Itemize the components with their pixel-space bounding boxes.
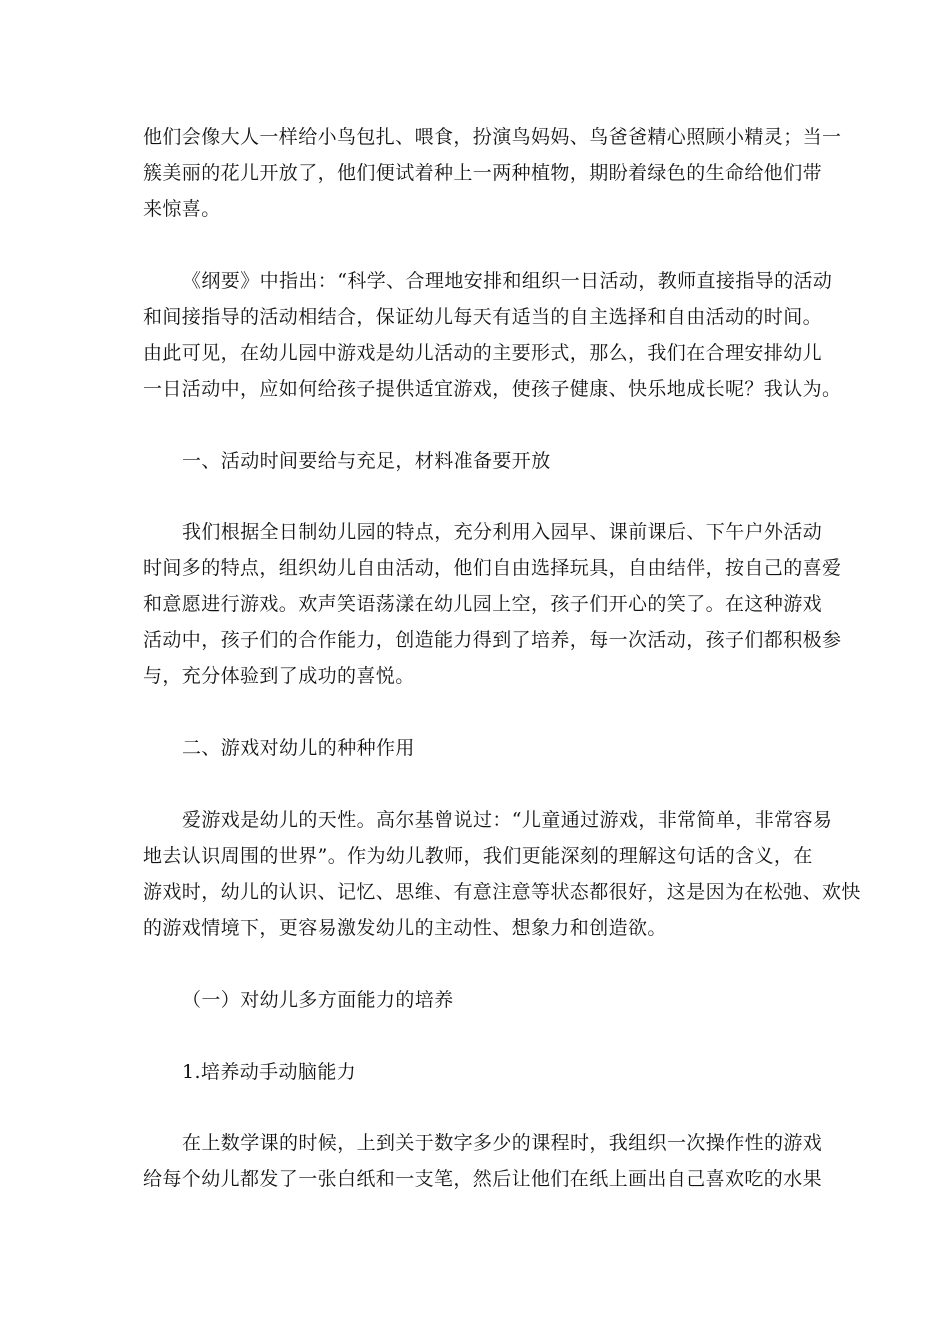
text-line: 他们会像大人一样给小鸟包扎、喂食，扮演鸟妈妈、鸟爸爸精心照顾小精灵；当一 xyxy=(143,126,842,148)
text-line: 和意愿进行游戏。欢声笑语荡漾在幼儿园上空，孩子们开心的笑了。在这种游戏 xyxy=(143,593,823,615)
text-line: 《纲要》中指出：“科学、合理地安排和组织一日活动，教师直接指导的活动 xyxy=(182,270,833,292)
text-line: 活动中，孩子们的合作能力，创造能力得到了培养，每一次活动，孩子们都积极参 xyxy=(143,629,842,651)
text-line: 爱游戏是幼儿的天性。高尔基曾说过：“儿童通过游戏，非常简单，非常容易 xyxy=(182,809,833,831)
text-line: 时间多的特点，组织幼儿自由活动，他们自由选择玩具，自由结伴，按自己的喜爱 xyxy=(143,557,842,579)
subsection-heading: （一）对幼儿多方面能力的培养 xyxy=(182,989,454,1011)
text-line: 与，充分体验到了成功的喜悦。 xyxy=(143,665,415,687)
text-line: 我们根据全日制幼儿园的特点，充分利用入园早、课前课后、下午户外活动 xyxy=(182,521,823,543)
section-heading: 二、游戏对幼儿的种种作用 xyxy=(182,737,415,759)
section-heading: 一、活动时间要给与充足，材料准备要开放 xyxy=(182,450,551,472)
text-line: 和间接指导的活动相结合，保证幼儿每天有适当的自主选择和自由活动的时间。 xyxy=(143,306,823,328)
text-line: 由此可见，在幼儿园中游戏是幼儿活动的主要形式，那么，我们在合理安排幼儿 xyxy=(143,342,823,364)
text-line: 地去认识周围的世界”。作为幼儿教师，我们更能深刻的理解这句话的含义，在 xyxy=(143,845,813,867)
text-line: 给每个幼儿都发了一张白纸和一支笔，然后让他们在纸上画出自己喜欢吃的水果 xyxy=(143,1168,823,1190)
text-line: 来惊喜。 xyxy=(143,198,221,220)
text-line: 一日活动中，应如何给孩子提供适宜游戏，使孩子健康、快乐地成长呢？我认为。 xyxy=(143,378,842,400)
text-line: 的游戏情境下，更容易激发幼儿的主动性、想象力和创造欲。 xyxy=(143,917,667,939)
text-line: 在上数学课的时候，上到关于数字多少的课程时，我组织一次操作性的游戏 xyxy=(182,1132,823,1154)
subsection-heading: 1.培养动手动脑能力 xyxy=(182,1061,357,1083)
text-line: 游戏时，幼儿的认识、记忆、思维、有意注意等状态都很好，这是因为在松弛、欢快 xyxy=(143,881,861,903)
text-line: 簇美丽的花儿开放了，他们便试着种上一两种植物，期盼着绿色的生命给他们带 xyxy=(143,162,823,184)
